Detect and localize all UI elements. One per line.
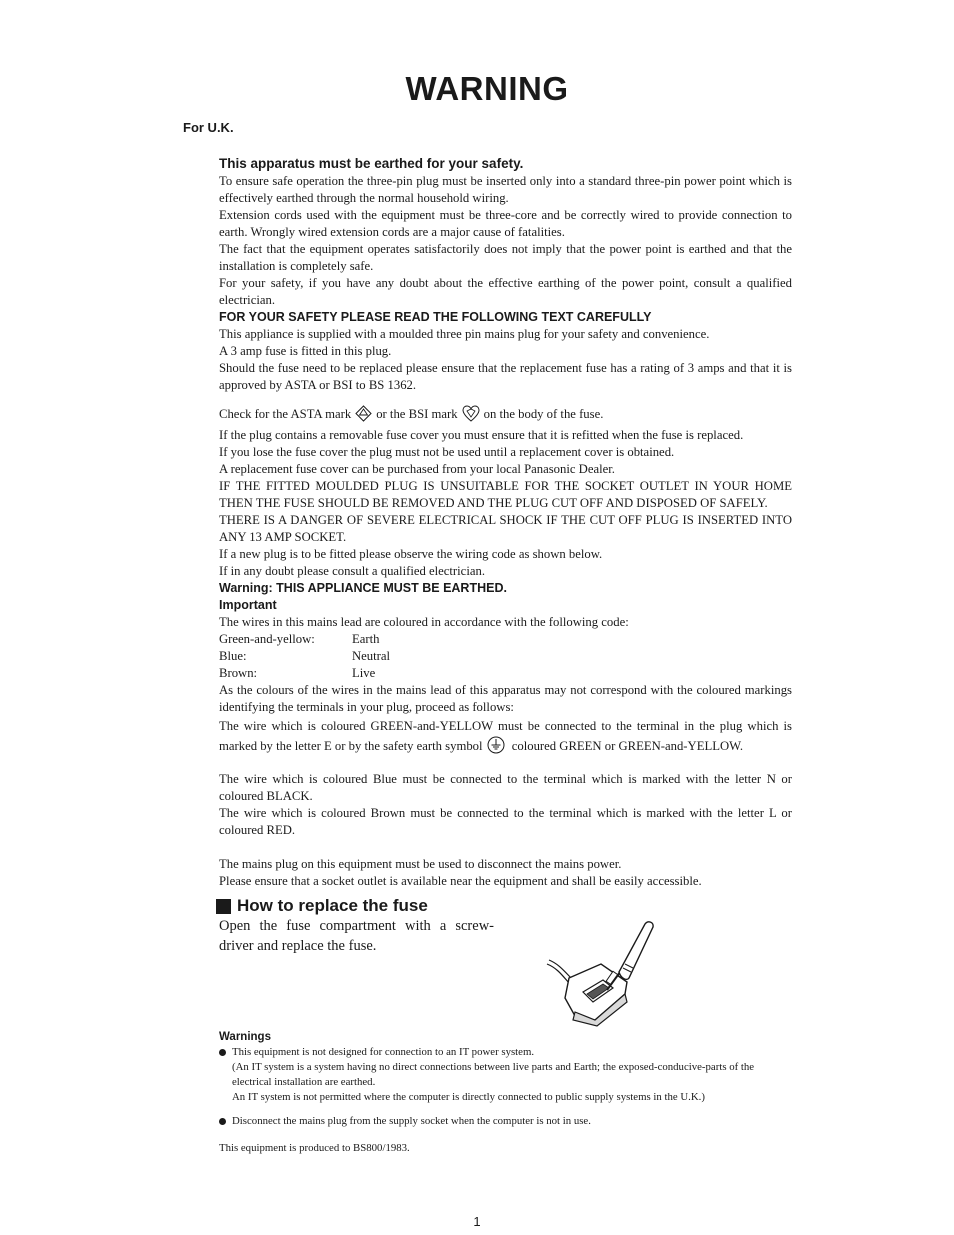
page-title: WARNING xyxy=(405,70,569,107)
warning-item xyxy=(219,1114,794,1129)
main-content xyxy=(219,155,792,956)
safety-paragraph: IF THE FITTED MOULDED PLUG IS UNSUITABLE FOR THE SOCKET OUTLET IN YOUR HOME THEN THE FUSE SHOULD BE REMOVED AND THE PLUG CUT OFF AND DISPOSED OF SAFELY. xyxy=(219,479,792,510)
wire-row xyxy=(219,631,792,648)
disconnect-line: Please ensure that a socket outlet is available near the equipment and shall be easily accessible. xyxy=(219,874,702,888)
warning-line: Disconnect the mains plug from the supply socket when the computer is not in use. xyxy=(232,1115,591,1127)
fuse-heading-text: How to replace the fuse xyxy=(237,896,428,915)
produced-note: This equipment is produced to BS800/1983. xyxy=(219,1142,410,1154)
warning-item xyxy=(219,1045,794,1105)
important-heading: Important xyxy=(219,598,277,612)
bullet-dot-icon xyxy=(219,1045,232,1105)
important-intro: The wires in this mains lead are coloured in accordance with the following code: xyxy=(219,615,629,629)
green-text: The wire which is coloured GREEN-and-YELLOW must be connected to the terminal in the plug which is marked by the letter E or by the safety earth symbol xyxy=(219,719,792,753)
check-text: or the BSI mark xyxy=(376,407,458,421)
warnings-section xyxy=(219,1030,794,1167)
warning-line: (An IT system is a system having no direct connections between live parts and Earth; the exposed-conducive-parts of the electrical installation are earthed. xyxy=(232,1061,755,1088)
wire-colour: Blue: xyxy=(219,649,247,663)
bsi-mark-icon xyxy=(462,405,480,427)
wire-colour: Brown: xyxy=(219,666,258,680)
warnings-heading: Warnings xyxy=(219,1031,271,1043)
safety-paragraph: THERE IS A DANGER OF SEVERE ELECTRICAL SHOCK IF THE CUT OFF PLUG IS INSERTED INTO ANY 13 AMP SOCKET. xyxy=(219,513,792,544)
wire-meaning: Live xyxy=(352,666,376,680)
disconnect-line: The mains plug on this equipment must be used to disconnect the mains power. xyxy=(219,857,622,871)
spacer xyxy=(219,760,792,771)
safety-paragraph: This appliance is supplied with a moulded three pin mains plug for your safety and convenience. xyxy=(219,327,710,341)
safety-paragraph: If a new plug is to be fitted please observe the wiring code as shown below. xyxy=(219,547,603,561)
warning-item-text xyxy=(232,1045,794,1105)
wire-row xyxy=(219,665,792,682)
warning-line: This equipment is not designed for connection to an IT power system. xyxy=(232,1046,535,1058)
important-note: As the colours of the wires in the mains lead of this apparatus may not correspond with the coloured markings identifying the terminals in your plug, proceed as follows: xyxy=(219,683,792,714)
safety-heading: FOR YOUR SAFETY PLEASE READ THE FOLLOWING TEXT CAREFULLY xyxy=(219,310,652,324)
check-text: on the body of the fuse. xyxy=(483,407,604,421)
safety-paragraph: A 3 amp fuse is fitted in this plug. xyxy=(219,344,392,358)
earth-symbol-icon xyxy=(487,736,505,760)
spacer xyxy=(219,839,792,856)
wire-colour: Green-and-yellow: xyxy=(219,632,315,646)
earthed-paragraph: The fact that the equipment operates satisfactorily does not imply that the power point is earthed and that the installation is completely safe. xyxy=(219,242,792,273)
safety-paragraph: If the plug contains a removable fuse cover you must ensure that it is refitted when the fuse is replaced. xyxy=(219,428,744,442)
earthed-warning: Warning: THIS APPLIANCE MUST BE EARTHED. xyxy=(219,581,507,595)
fuse-heading xyxy=(216,896,792,916)
safety-paragraph: If in any doubt please consult a qualified electrician. xyxy=(219,564,485,578)
blue-instruction: The wire which is coloured Blue must be connected to the terminal which is marked with the letter N or coloured BLACK. xyxy=(219,772,792,803)
warning-line: An IT system is not permitted where the computer is directly connected to public supply systems in the U.K.) xyxy=(232,1091,705,1103)
wire-meaning: Earth xyxy=(352,632,380,646)
earthed-paragraph: To ensure safe operation the three-pin plug must be inserted only into a standard three-pin power point which is effectively earthed through the normal household wiring. xyxy=(219,174,792,205)
plug-screwdriver-illustration xyxy=(545,920,660,1033)
page-number: 1 xyxy=(473,1214,481,1229)
safety-paragraph: A replacement fuse cover can be purchased from your local Panasonic Dealer. xyxy=(219,462,615,476)
fuse-instruction: Open the fuse compartment with a screw-driver and replace the fuse. xyxy=(219,918,494,954)
check-text: Check for the ASTA mark xyxy=(219,407,352,421)
wire-row xyxy=(219,648,792,665)
safety-paragraph: Should the fuse need to be replaced please ensure that the replacement fuse has a rating of 3 amps and that it is approved by ASTA or BSI to BS 1362. xyxy=(219,361,792,392)
spacer xyxy=(219,394,792,405)
asta-mark-icon xyxy=(355,405,372,427)
wire-meaning: Neutral xyxy=(352,649,391,663)
green-yellow-instruction xyxy=(219,716,792,760)
earthed-paragraph: For your safety, if you have any doubt about the effective earthing of the power point, consult a qualified electrician. xyxy=(219,276,792,307)
safety-paragraph: If you lose the fuse cover the plug must not be used until a replacement cover is obtained. xyxy=(219,445,675,459)
bullet-dot-icon xyxy=(219,1114,232,1129)
warning-item-text xyxy=(232,1114,591,1129)
earthed-paragraph: Extension cords used with the equipment must be three-core and be correctly wired to provide connection to earth. Wrongly wired extension cords are a major cause of fatalities. xyxy=(219,208,792,239)
square-bullet-icon xyxy=(216,899,231,914)
earthed-heading: This apparatus must be earthed for your safety. xyxy=(219,156,524,171)
brown-instruction: The wire which is coloured Brown must be connected to the terminal which is marked with the letter L or coloured RED. xyxy=(219,806,792,837)
green-text: coloured GREEN or GREEN-and-YELLOW. xyxy=(511,739,744,753)
region-label: For U.K. xyxy=(183,120,234,135)
check-marks-line xyxy=(219,405,792,427)
